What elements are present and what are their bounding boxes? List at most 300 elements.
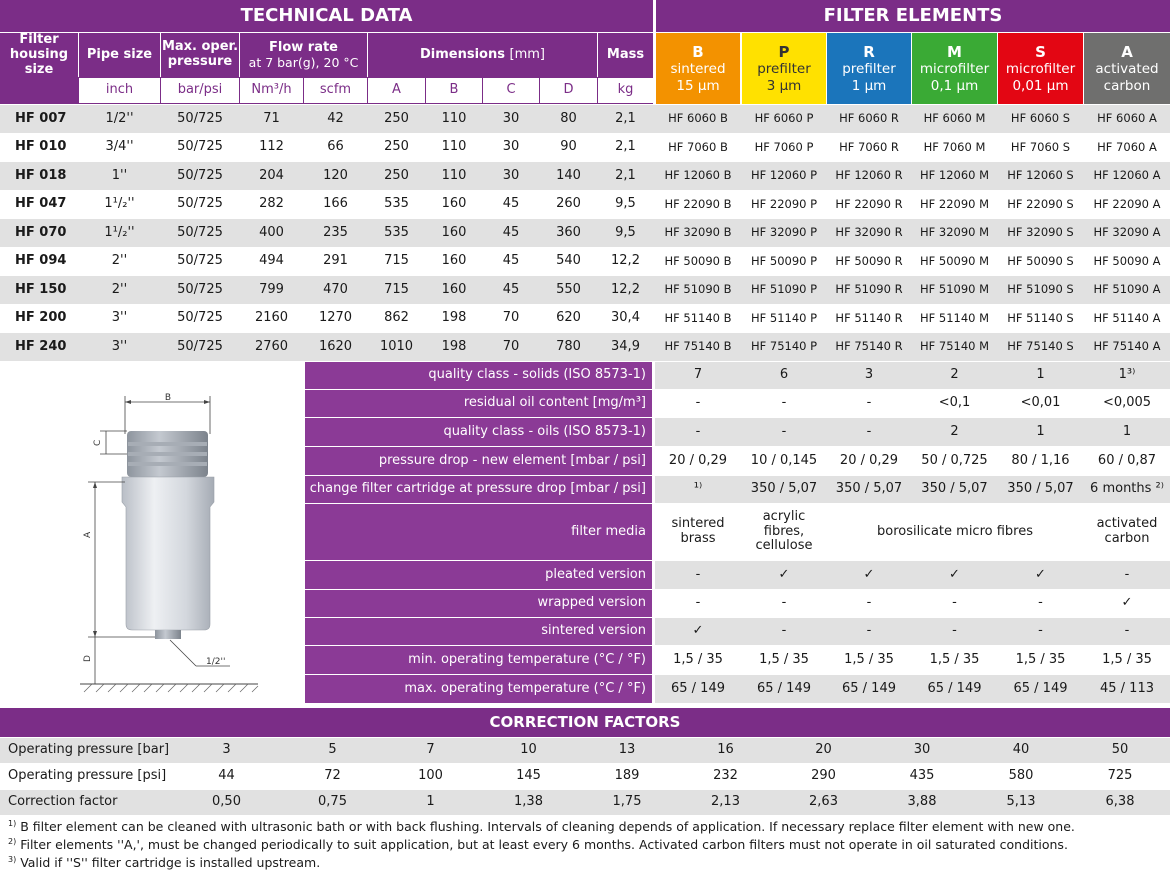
cell-size: HF 070 [15, 224, 67, 240]
element-code: HF 50090 B [664, 253, 732, 268]
cell-scfm: 166 [323, 196, 348, 212]
element-code: HF 6060 S [1010, 111, 1071, 126]
property-label: wrapped version [305, 590, 652, 617]
element-code: HF 75140 A [1093, 339, 1161, 354]
property-value: activated carbon [1096, 516, 1158, 546]
element-code: HF 32090 M [919, 225, 990, 240]
property-value: 2 [950, 423, 959, 439]
cell-size: HF 047 [15, 196, 67, 212]
footnote-mark: 3) [8, 855, 17, 864]
property-value: 350 / 5,07 [835, 481, 903, 497]
cell-nm: 204 [259, 167, 284, 183]
footnote [8, 855, 320, 870]
property-value: 1,5 / 35 [844, 651, 894, 667]
cell-mass: 30,4 [611, 310, 640, 326]
element-code: HF 12060 R [835, 168, 903, 183]
cell-d: 80 [560, 110, 577, 126]
element-line2: 1 µm [851, 77, 887, 94]
property-value: ✓ [863, 566, 875, 582]
element-code: HF 32090 B [664, 225, 732, 240]
element-code: HF 51090 M [919, 282, 990, 297]
element-code: HF 6060 P [754, 111, 814, 126]
header-mass: Mass [598, 33, 653, 77]
element-code: HF 32090 P [750, 225, 818, 240]
element-line1: microfilter [919, 61, 990, 78]
property-value: 80 / 1,16 [1011, 452, 1070, 468]
correction-value: 5 [328, 742, 337, 758]
footnote [8, 837, 1068, 852]
property-value: - [866, 423, 872, 439]
property-value: 20 / 0,29 [668, 452, 728, 468]
cell-pressure: 50/725 [177, 310, 223, 326]
element-code: HF 50090 R [835, 253, 903, 268]
element-code: HF 7060 A [1097, 139, 1157, 154]
element-letter: M [947, 43, 962, 62]
correction-value: 2,63 [809, 794, 838, 810]
element-code: HF 12060 A [1093, 168, 1161, 183]
cell-size: HF 200 [15, 310, 67, 326]
element-code: HF 6060 A [1097, 111, 1157, 126]
correction-value: 1 [426, 794, 435, 810]
element-code: HF 12060 S [1007, 168, 1074, 183]
element-code: HF 51090 P [750, 282, 818, 297]
cell-c: 45 [502, 281, 520, 297]
element-code: HF 75140 M [919, 339, 990, 354]
footnote-mark: 1) [8, 819, 17, 828]
property-label: quality class - oils (ISO 8573-1) [305, 418, 652, 446]
cell-pressure: 50/725 [177, 253, 223, 269]
header-housing-size: Filter housing size [0, 33, 78, 78]
correction-value: 10 [520, 742, 537, 758]
cell-scfm: 42 [327, 110, 344, 126]
element-code: HF 32090 S [1007, 225, 1074, 240]
element-line2: carbon [1103, 77, 1151, 94]
cell-d: 550 [556, 281, 581, 297]
cell-pressure: 50/725 [177, 338, 223, 354]
element-line1: activated [1095, 61, 1159, 78]
element-letter: P [778, 43, 790, 62]
element-code: HF 51090 R [835, 282, 903, 297]
cell-c: 70 [502, 338, 520, 354]
cell-pressure: 50/725 [177, 281, 223, 297]
dim-label-c: C [93, 439, 103, 446]
filter-element-header-m [912, 33, 997, 104]
property-value: - [952, 623, 957, 639]
correction-value: 13 [618, 742, 636, 758]
unit-dim-c: C [483, 78, 539, 103]
cell-scfm: 235 [323, 224, 348, 240]
unit-mass: kg [598, 78, 653, 103]
cell-a: 862 [384, 310, 409, 326]
property-value: 65 / 149 [671, 680, 725, 696]
cell-a: 1010 [379, 338, 414, 354]
cell-size: HF 010 [15, 139, 67, 155]
property-value: <0,01 [1020, 395, 1061, 411]
unit-dim-a: A [368, 78, 425, 103]
cell-size: HF 150 [15, 281, 67, 297]
cell-scfm: 470 [323, 281, 348, 297]
element-code: HF 50090 A [1093, 253, 1161, 268]
property-value: - [866, 595, 872, 611]
cell-pipe: 3'' [111, 310, 128, 326]
property-value: ✓ [949, 566, 960, 582]
cell-mass: 12,2 [611, 253, 640, 269]
cell-b: 110 [441, 110, 467, 126]
element-code: HF 51140 M [919, 310, 990, 325]
property-label: residual oil content [mg/m³] [305, 390, 652, 417]
element-code: HF 22090 S [1007, 196, 1074, 211]
element-code: HF 22090 A [1093, 196, 1161, 211]
cell-scfm: 291 [323, 253, 348, 269]
unit-pressure: bar/psi [161, 78, 239, 103]
cell-mass: 34,9 [611, 338, 640, 354]
correction-value: 100 [418, 768, 443, 784]
property-value: 65 / 149 [1013, 680, 1068, 696]
correction-factors-title: CORRECTION FACTORS [0, 708, 1170, 737]
correction-value: 5,13 [1006, 794, 1036, 810]
filter-element-header-r [827, 33, 911, 104]
property-value: - [781, 623, 787, 639]
cell-size: HF 240 [15, 338, 67, 354]
property-value: 10 / 0,145 [750, 452, 818, 468]
element-code: HF 50090 S [1007, 253, 1074, 268]
property-value: - [781, 423, 787, 439]
element-code: HF 51090 S [1007, 282, 1074, 297]
element-code: HF 51140 B [664, 310, 732, 325]
cell-size: HF 018 [15, 167, 67, 183]
property-value: 45 / 113 [1100, 680, 1154, 696]
property-value: 60 / 0,87 [1097, 452, 1157, 468]
correction-value: 3,88 [907, 794, 937, 810]
property-value: - [695, 395, 701, 411]
cell-pipe: 3'' [111, 338, 128, 354]
cell-pipe: 3/4'' [105, 139, 134, 155]
header-dimensions: Dimensions [mm] [368, 33, 597, 77]
correction-value: 2,13 [711, 794, 740, 810]
dim-label-d: D [83, 655, 93, 662]
element-code: HF 75140 B [664, 339, 732, 354]
element-code: HF 7060 S [1010, 139, 1071, 154]
cell-scfm: 1620 [318, 338, 353, 354]
correction-value: 580 [1008, 768, 1034, 784]
cell-b: 198 [441, 338, 467, 354]
element-code: HF 7060 R [839, 139, 899, 154]
element-code: HF 22090 P [750, 196, 818, 211]
cell-mass: 2,1 [615, 167, 636, 183]
correction-value: 232 [713, 768, 738, 784]
filter-element-header-p [742, 33, 826, 104]
cell-pipe: 1¹/₂'' [104, 196, 135, 212]
property-value: <0,1 [938, 395, 971, 411]
property-value: 1³⁾ [1118, 367, 1136, 383]
cell-pressure: 50/725 [177, 224, 223, 240]
property-label: min. operating temperature (°C / °F) [305, 646, 652, 674]
cell-a: 715 [384, 281, 409, 297]
element-code: HF 7060 M [923, 139, 986, 154]
property-value: borosilicate micro fibres [876, 523, 1033, 539]
correction-value: 30 [913, 742, 931, 758]
correction-value: 44 [218, 768, 235, 784]
property-value: 350 / 5,07 [921, 481, 988, 497]
element-line2: 0,01 µm [1012, 77, 1069, 94]
element-code: HF 7060 P [754, 139, 814, 154]
cell-nm: 494 [259, 253, 284, 269]
correction-value: 435 [909, 768, 935, 784]
element-code: HF 6060 B [668, 111, 728, 126]
element-code: HF 75140 R [835, 339, 903, 354]
property-value: sintered brass [671, 516, 725, 546]
dim-label-b: B [164, 393, 172, 403]
unit-flow-nm: Nm³/h [240, 78, 303, 103]
filter-element-header-a [1084, 33, 1170, 104]
dim-label-a: A [83, 531, 93, 538]
element-code: HF 12060 B [664, 168, 732, 183]
filter-drawing [0, 362, 303, 703]
cell-c: 45 [502, 196, 520, 212]
element-code: HF 51090 B [664, 282, 732, 297]
cell-c: 30 [502, 110, 520, 126]
property-value: ✓ [1121, 595, 1133, 611]
element-code: HF 32090 R [835, 225, 903, 240]
unit-dim-d: D [540, 78, 597, 103]
correction-value: 1,75 [612, 794, 642, 810]
property-label: sintered version [305, 618, 652, 645]
cell-d: 260 [556, 196, 581, 212]
unit-dim-b: B [426, 78, 482, 103]
correction-value: 1,38 [514, 794, 543, 810]
property-value: 7 [693, 367, 703, 383]
flow-rate-label: Flow rate [268, 40, 339, 55]
property-value: 1 [1036, 423, 1045, 439]
property-label: pressure drop - new element [mbar / psi] [305, 447, 652, 475]
cell-scfm: 120 [323, 167, 348, 183]
property-value: 350 / 5,07 [750, 481, 818, 497]
property-value: <0,005 [1102, 395, 1152, 411]
cell-c: 45 [502, 224, 520, 240]
property-value: 65 / 149 [927, 680, 982, 696]
element-code: HF 22090 M [919, 196, 990, 211]
property-value: 350 / 5,07 [1007, 481, 1074, 497]
header-pipe-size: Pipe size [79, 33, 160, 77]
cell-c: 30 [502, 139, 520, 155]
element-code: HF 6060 R [839, 111, 899, 126]
correction-value: 290 [811, 768, 836, 784]
property-value: 1 [1036, 367, 1045, 383]
property-value: 1,5 / 35 [759, 651, 809, 667]
cell-pipe: 1/2'' [105, 110, 134, 126]
element-line1: sintered [670, 61, 726, 78]
correction-value: 0,50 [212, 794, 241, 810]
cell-d: 780 [556, 338, 581, 354]
element-code: HF 12060 M [919, 168, 990, 183]
element-code: HF 75140 P [750, 339, 818, 354]
correction-label: Correction factor [8, 794, 118, 810]
flow-rate-sub: at 7 bar(g), 20 °C [248, 55, 359, 70]
cell-b: 198 [441, 310, 467, 326]
cell-pressure: 50/725 [177, 196, 223, 212]
filter-element-header-b [656, 33, 740, 104]
property-value: ¹⁾ [693, 481, 703, 497]
property-value: - [781, 595, 787, 611]
technical-data-title: TECHNICAL DATA [0, 0, 653, 32]
property-value: - [695, 566, 701, 582]
property-value: - [781, 395, 787, 411]
element-code: HF 22090 R [835, 196, 903, 211]
element-code: HF 50090 M [919, 253, 990, 268]
element-code: HF 75140 S [1007, 339, 1074, 354]
footnote [8, 819, 1075, 834]
property-value: 1,5 / 35 [1015, 651, 1066, 667]
cell-nm: 799 [259, 281, 284, 297]
cell-pipe: 2'' [111, 281, 128, 297]
property-value: - [695, 595, 701, 611]
property-value: 1 [1122, 423, 1132, 439]
property-value: - [695, 423, 701, 439]
cell-mass: 2,1 [615, 110, 636, 126]
cell-mass: 9,5 [615, 224, 636, 240]
unit-flow-scfm: scfm [304, 78, 367, 103]
property-value: 20 / 0,29 [839, 452, 899, 468]
element-line1: prefilter [842, 61, 896, 78]
cell-pressure: 50/725 [177, 110, 223, 126]
property-value: ✓ [1035, 566, 1046, 582]
property-value: - [1038, 623, 1043, 639]
correction-value: 3 [222, 742, 231, 758]
element-code: HF 50090 P [750, 253, 818, 268]
property-value: - [952, 595, 957, 611]
cell-b: 160 [441, 253, 467, 269]
correction-value: 40 [1012, 742, 1030, 758]
cell-pressure: 50/725 [177, 139, 223, 155]
cell-b: 110 [441, 167, 467, 183]
correction-value: 725 [1107, 768, 1133, 784]
cell-a: 250 [384, 139, 409, 155]
element-letter: R [863, 43, 875, 62]
property-label: filter media [305, 504, 652, 560]
correction-label: Operating pressure [psi] [8, 768, 167, 784]
property-value: acrylic fibres, cellulose [755, 508, 813, 554]
footnote-text: Filter elements ''A,', must be changed periodically to suit application, but at least every 6 months. Activated carbon filters must not operate in oil saturated conditions. [16, 837, 1068, 853]
correction-value: 20 [815, 742, 832, 758]
cell-size: HF 094 [15, 253, 67, 269]
element-letter: A [1121, 43, 1133, 62]
property-value: 1,5 / 35 [1102, 651, 1152, 667]
cell-nm: 2760 [254, 338, 289, 354]
unit-pipe: inch [79, 78, 160, 103]
property-value: 1,5 / 35 [929, 651, 980, 667]
cell-c: 45 [502, 253, 520, 269]
element-line2: 0,1 µm [930, 77, 979, 94]
property-value: ✓ [778, 566, 790, 582]
property-value: - [866, 623, 872, 639]
footnote-text: B filter element can be cleaned with ultrasonic bath or with back flushing. Intervals of cleaning depends of application. If necessary replace filter element with new one. [16, 819, 1075, 835]
property-value: - [866, 395, 872, 411]
filter-element-header-s [998, 33, 1083, 104]
cell-c: 30 [502, 167, 520, 183]
element-code: HF 7060 B [668, 139, 728, 154]
footnote-text: Valid if ''S'' filter cartridge is installed upstream. [16, 855, 321, 871]
correction-value: 145 [516, 768, 541, 784]
header-flow-rate [240, 33, 367, 77]
property-value: 1,5 / 35 [673, 651, 723, 667]
cell-pipe: 1'' [111, 167, 128, 183]
element-line2: 15 µm [676, 77, 720, 94]
cell-d: 540 [556, 253, 581, 269]
cell-nm: 2160 [254, 310, 289, 326]
cell-scfm: 66 [327, 139, 344, 155]
filter-elements-title: FILTER ELEMENTS [656, 0, 1170, 32]
cell-mass: 12,2 [611, 281, 640, 297]
property-value: 3 [864, 367, 874, 383]
cell-mass: 9,5 [615, 196, 636, 212]
footnote-mark: 2) [8, 837, 17, 846]
correction-value: 16 [717, 742, 734, 758]
property-value: - [1038, 595, 1043, 611]
element-code: HF 51090 A [1093, 282, 1161, 297]
correction-value: 0,75 [318, 794, 347, 810]
property-value: - [1124, 623, 1130, 639]
cell-b: 110 [441, 139, 467, 155]
cell-nm: 400 [259, 224, 284, 240]
cell-b: 160 [441, 281, 467, 297]
correction-value: 189 [614, 768, 640, 784]
element-code: HF 12060 P [750, 168, 818, 183]
element-letter: S [1035, 43, 1046, 62]
cell-d: 620 [556, 310, 581, 326]
element-code: HF 32090 A [1093, 225, 1161, 240]
element-code: HF 51140 S [1007, 310, 1074, 325]
correction-value: 50 [1111, 742, 1129, 758]
cell-mass: 2,1 [615, 139, 636, 155]
cell-b: 160 [441, 196, 467, 212]
filter-housing-drawing [0, 362, 303, 703]
element-code: HF 51140 A [1093, 310, 1161, 325]
property-label: max. operating temperature (°C / °F) [305, 675, 652, 703]
pipe-label: 1/2'' [206, 657, 226, 667]
property-value: 6 [779, 367, 789, 383]
element-letter: B [692, 43, 704, 62]
property-label: change filter cartridge at pressure drop [mbar / psi] [305, 476, 652, 503]
cell-d: 90 [560, 139, 577, 155]
correction-value: 7 [426, 742, 435, 758]
cell-a: 535 [384, 224, 409, 240]
property-value: 65 / 149 [757, 680, 811, 696]
cell-c: 70 [502, 310, 520, 326]
cell-size: HF 007 [15, 110, 67, 126]
correction-label: Operating pressure [bar] [8, 742, 170, 758]
element-line2: 3 µm [766, 77, 802, 94]
cell-pipe: 1¹/₂'' [104, 224, 135, 240]
element-line1: prefilter [757, 61, 811, 78]
cell-nm: 112 [259, 139, 284, 155]
property-value: 6 months ²⁾ [1090, 481, 1164, 497]
cell-pressure: 50/725 [177, 167, 223, 183]
property-value: ✓ [692, 623, 704, 639]
property-value: - [1124, 566, 1130, 582]
header-max-pressure: Max. oper. pressure [161, 33, 239, 77]
property-label: pleated version [305, 561, 652, 589]
cell-scfm: 1270 [318, 310, 353, 326]
cell-a: 250 [384, 110, 409, 126]
element-code: HF 51140 P [750, 310, 818, 325]
cell-d: 140 [556, 167, 581, 183]
cell-b: 160 [441, 224, 467, 240]
element-code: HF 22090 B [664, 196, 732, 211]
cell-nm: 282 [259, 196, 284, 212]
property-value: 50 / 0,725 [921, 452, 988, 468]
element-line1: microfilter [1005, 61, 1076, 78]
property-value: 65 / 149 [842, 680, 896, 696]
